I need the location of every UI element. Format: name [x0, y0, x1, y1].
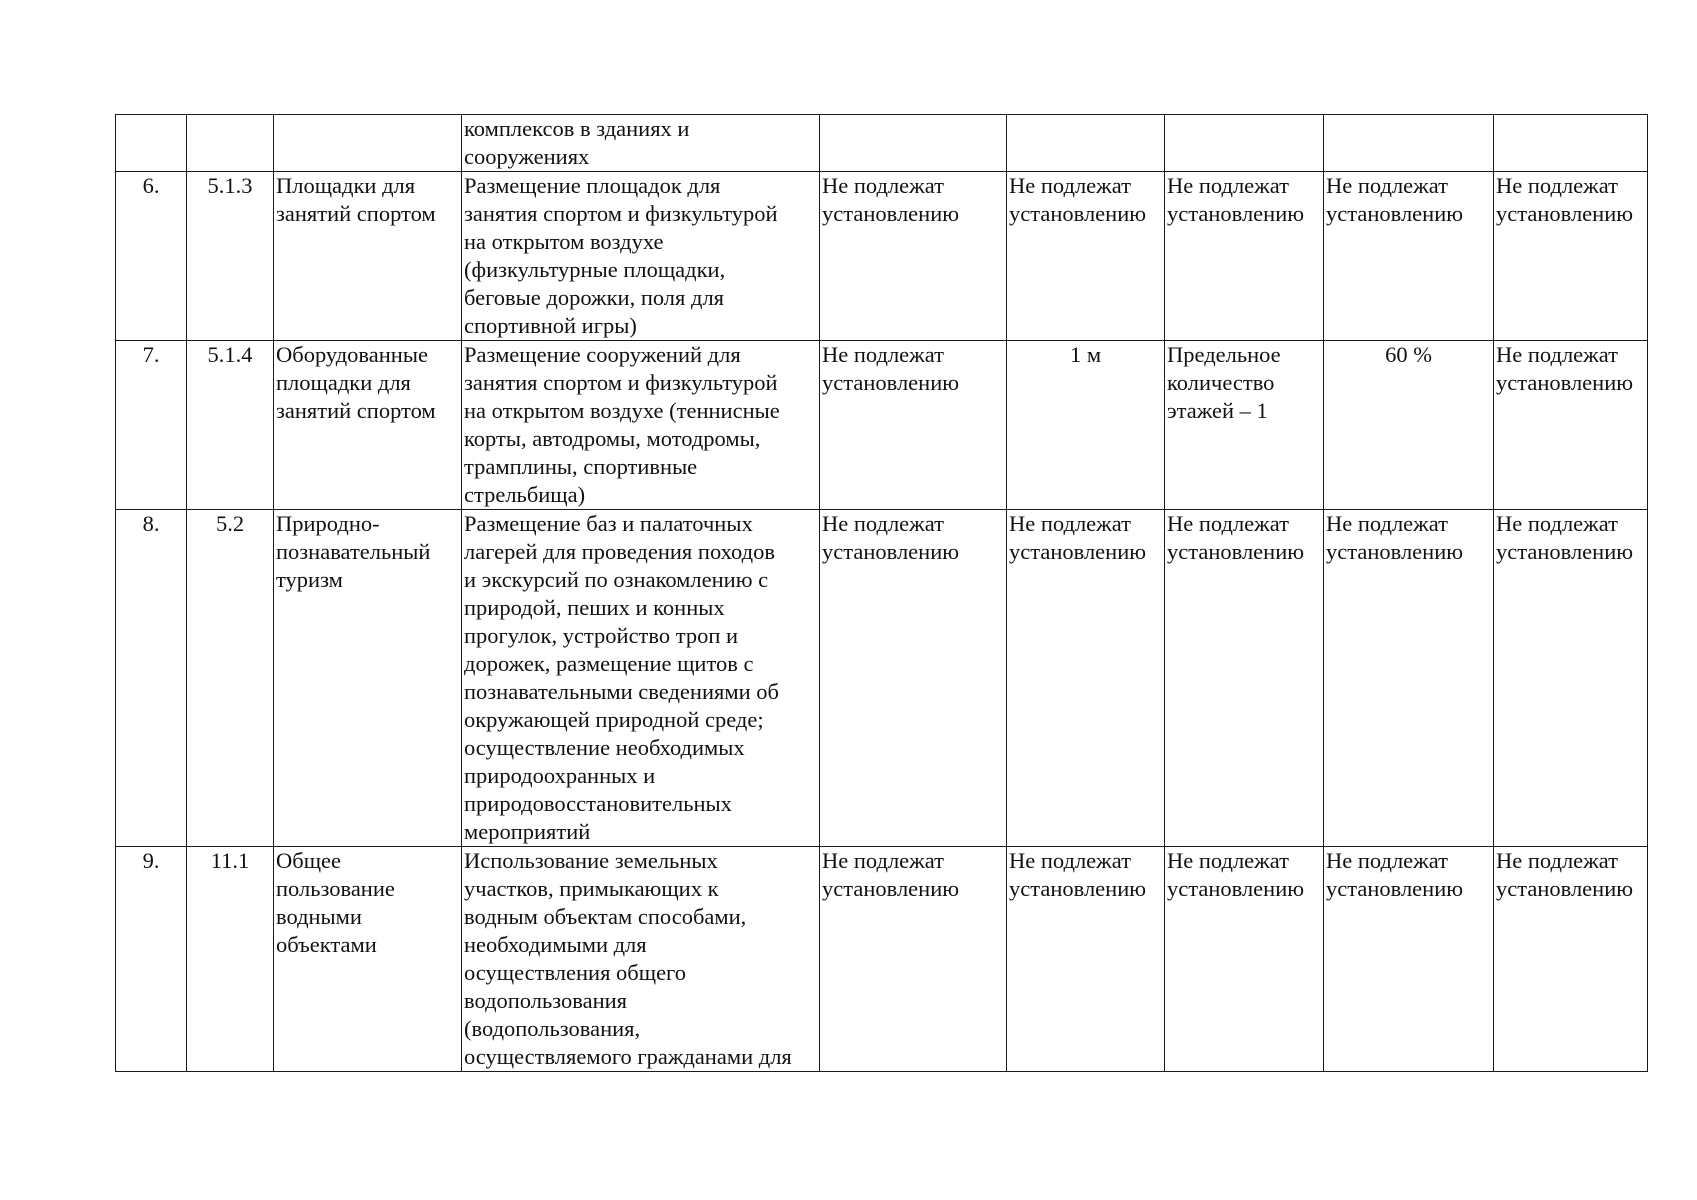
cell-param-4 — [1324, 510, 1494, 847]
land-use-table — [115, 114, 1648, 1072]
cell-param-3 — [1165, 341, 1324, 510]
text-line: Не подлежат — [1496, 173, 1618, 198]
cell-param-5 — [1494, 115, 1648, 172]
text-line: установлению — [1496, 539, 1634, 564]
cell-param-2 — [1007, 341, 1165, 510]
text-line: Не подлежат — [1496, 848, 1618, 873]
text-line: установлению — [1326, 201, 1464, 226]
text-line: 1 м — [1069, 342, 1102, 367]
text-line: установлению — [1009, 539, 1147, 564]
cell-param-2 — [1007, 847, 1165, 1072]
text-line: корты, автодромы, мотодромы, — [464, 426, 761, 451]
text-line: Общее — [276, 848, 341, 873]
cell-param-4 — [1324, 341, 1494, 510]
text-line: Оборудованные — [276, 342, 428, 367]
text-line: дорожек, размещение щитов с — [464, 651, 754, 676]
cell-description — [462, 172, 820, 341]
text-line: установлению — [1009, 876, 1147, 901]
cell-param-5 — [1494, 847, 1648, 1072]
text-line: занятий спортом — [276, 201, 436, 226]
text-line: необходимыми для — [464, 932, 647, 957]
text-line: установлению — [1496, 876, 1634, 901]
text-line: Площадки для — [276, 173, 416, 198]
text-line: Природно- — [276, 511, 380, 536]
text-line: водным объектам способами, — [464, 904, 747, 929]
text-line: сооружениях — [464, 144, 590, 169]
cell-name — [274, 847, 462, 1072]
text-line: Не подлежат — [1326, 173, 1448, 198]
cell-param-3 — [1165, 172, 1324, 341]
text-line: Не подлежат — [822, 848, 944, 873]
cell-number: 9. — [116, 847, 187, 1072]
cell-number: 6. — [116, 172, 187, 341]
text-line: (физкультурные площадки, — [464, 257, 726, 282]
cell-param-5 — [1494, 172, 1648, 341]
text-line: установлению — [822, 539, 960, 564]
cell-name — [274, 115, 462, 172]
cell-description — [462, 115, 820, 172]
text-line: окружающей природной среде; — [464, 707, 764, 732]
text-line: природой, пеших и конных — [464, 595, 725, 620]
text-line: лагерей для проведения походов — [464, 539, 775, 564]
text-line: спортивной игры) — [464, 313, 637, 338]
text-line: Не подлежат — [1009, 173, 1131, 198]
cell-param-4 — [1324, 172, 1494, 341]
text-line: объектами — [276, 932, 377, 957]
text-line: 60 % — [1385, 342, 1432, 367]
text-line: туризм — [276, 567, 343, 592]
text-line: Не подлежат — [822, 511, 944, 536]
text-line: Размещение баз и палаточных — [464, 511, 753, 536]
table-row — [116, 341, 1648, 510]
cell-name — [274, 341, 462, 510]
text-line: установлению — [1167, 201, 1305, 226]
text-line: осуществления общего — [464, 960, 686, 985]
text-line: осуществление необходимых — [464, 735, 745, 760]
text-line: Не подлежат — [1167, 511, 1289, 536]
table-row — [116, 172, 1648, 341]
text-line: комплексов в зданиях и — [464, 116, 690, 141]
cell-param-3 — [1165, 847, 1324, 1072]
text-line: познавательный — [276, 539, 431, 564]
text-line: участков, примыкающих к — [464, 876, 719, 901]
text-line: Не подлежат — [1326, 511, 1448, 536]
cell-description — [462, 510, 820, 847]
text-line: установлению — [1167, 539, 1305, 564]
text-line: Размещение площадок для — [464, 173, 721, 198]
text-line: Использование земельных — [464, 848, 718, 873]
text-line: Не подлежат — [1009, 511, 1131, 536]
cell-param-2 — [1007, 510, 1165, 847]
cell-param-1 — [820, 172, 1007, 341]
text-line: установлению — [1009, 201, 1147, 226]
text-line: установлению — [822, 370, 960, 395]
text-line: водными — [276, 904, 362, 929]
cell-code: 5.1.4 — [187, 341, 274, 510]
text-line: Не подлежат — [1496, 511, 1618, 536]
text-line: (водопользования, — [464, 1016, 641, 1041]
text-line: и экскурсий по ознакомлению с — [464, 567, 769, 592]
text-line: занятия спортом и физкультурой — [464, 370, 778, 395]
text-line: осуществляемого гражданами для — [464, 1044, 792, 1069]
text-line: беговые дорожки, поля для — [464, 285, 725, 310]
text-line: занятия спортом и физкультурой — [464, 201, 778, 226]
cell-description — [462, 341, 820, 510]
cell-param-3 — [1165, 115, 1324, 172]
cell-param-1 — [820, 115, 1007, 172]
cell-description — [462, 847, 820, 1072]
cell-param-4 — [1324, 847, 1494, 1072]
cell-param-5 — [1494, 341, 1648, 510]
cell-name — [274, 510, 462, 847]
text-line: Не подлежат — [1167, 848, 1289, 873]
table-row — [116, 510, 1648, 847]
text-line: Не подлежат — [1326, 848, 1448, 873]
text-line: занятий спортом — [276, 398, 436, 423]
text-line: трамплины, спортивные — [464, 454, 698, 479]
text-line: познавательными сведениями об — [464, 679, 779, 704]
text-line: природоохранных и — [464, 763, 656, 788]
text-line: Предельное — [1167, 342, 1281, 367]
text-line: установлению — [1326, 539, 1464, 564]
text-line: водопользования — [464, 988, 628, 1013]
cell-param-4 — [1324, 115, 1494, 172]
cell-code: 5.2 — [187, 510, 274, 847]
text-line: Не подлежат — [822, 342, 944, 367]
cell-code: 5.1.3 — [187, 172, 274, 341]
text-line: на открытом воздухе (теннисные — [464, 398, 780, 423]
cell-param-5 — [1494, 510, 1648, 847]
cell-param-1 — [820, 510, 1007, 847]
text-line: установлению — [822, 201, 960, 226]
cell-param-2 — [1007, 115, 1165, 172]
text-line: прогулок, устройство троп и — [464, 623, 739, 648]
text-line: стрельбища) — [464, 482, 586, 507]
text-line: установлению — [822, 876, 960, 901]
table-row-continuation — [116, 115, 1648, 172]
text-line: этажей – 1 — [1167, 398, 1268, 423]
text-line: Не подлежат — [1167, 173, 1289, 198]
cell-code: 11.1 — [187, 847, 274, 1072]
cell-param-2 — [1007, 172, 1165, 341]
cell-number — [116, 115, 187, 172]
table-row — [116, 847, 1648, 1072]
cell-number: 8. — [116, 510, 187, 847]
text-line: Размещение сооружений для — [464, 342, 741, 367]
cell-param-1 — [820, 341, 1007, 510]
cell-code — [187, 115, 274, 172]
text-line: установлению — [1496, 201, 1634, 226]
text-line: на открытом воздухе — [464, 229, 664, 254]
text-line: мероприятий — [464, 819, 591, 844]
text-line: установлению — [1496, 370, 1634, 395]
text-line: Не подлежат — [822, 173, 944, 198]
text-line: природовосстановительных — [464, 791, 732, 816]
text-line: установлению — [1326, 876, 1464, 901]
cell-name — [274, 172, 462, 341]
cell-param-1 — [820, 847, 1007, 1072]
text-line: количество — [1167, 370, 1275, 395]
cell-param-3 — [1165, 510, 1324, 847]
text-line: площадки для — [276, 370, 411, 395]
text-line: Не подлежат — [1496, 342, 1618, 367]
text-line: установлению — [1167, 876, 1305, 901]
cell-number: 7. — [116, 341, 187, 510]
text-line: Не подлежат — [1009, 848, 1131, 873]
text-line: пользование — [276, 876, 395, 901]
